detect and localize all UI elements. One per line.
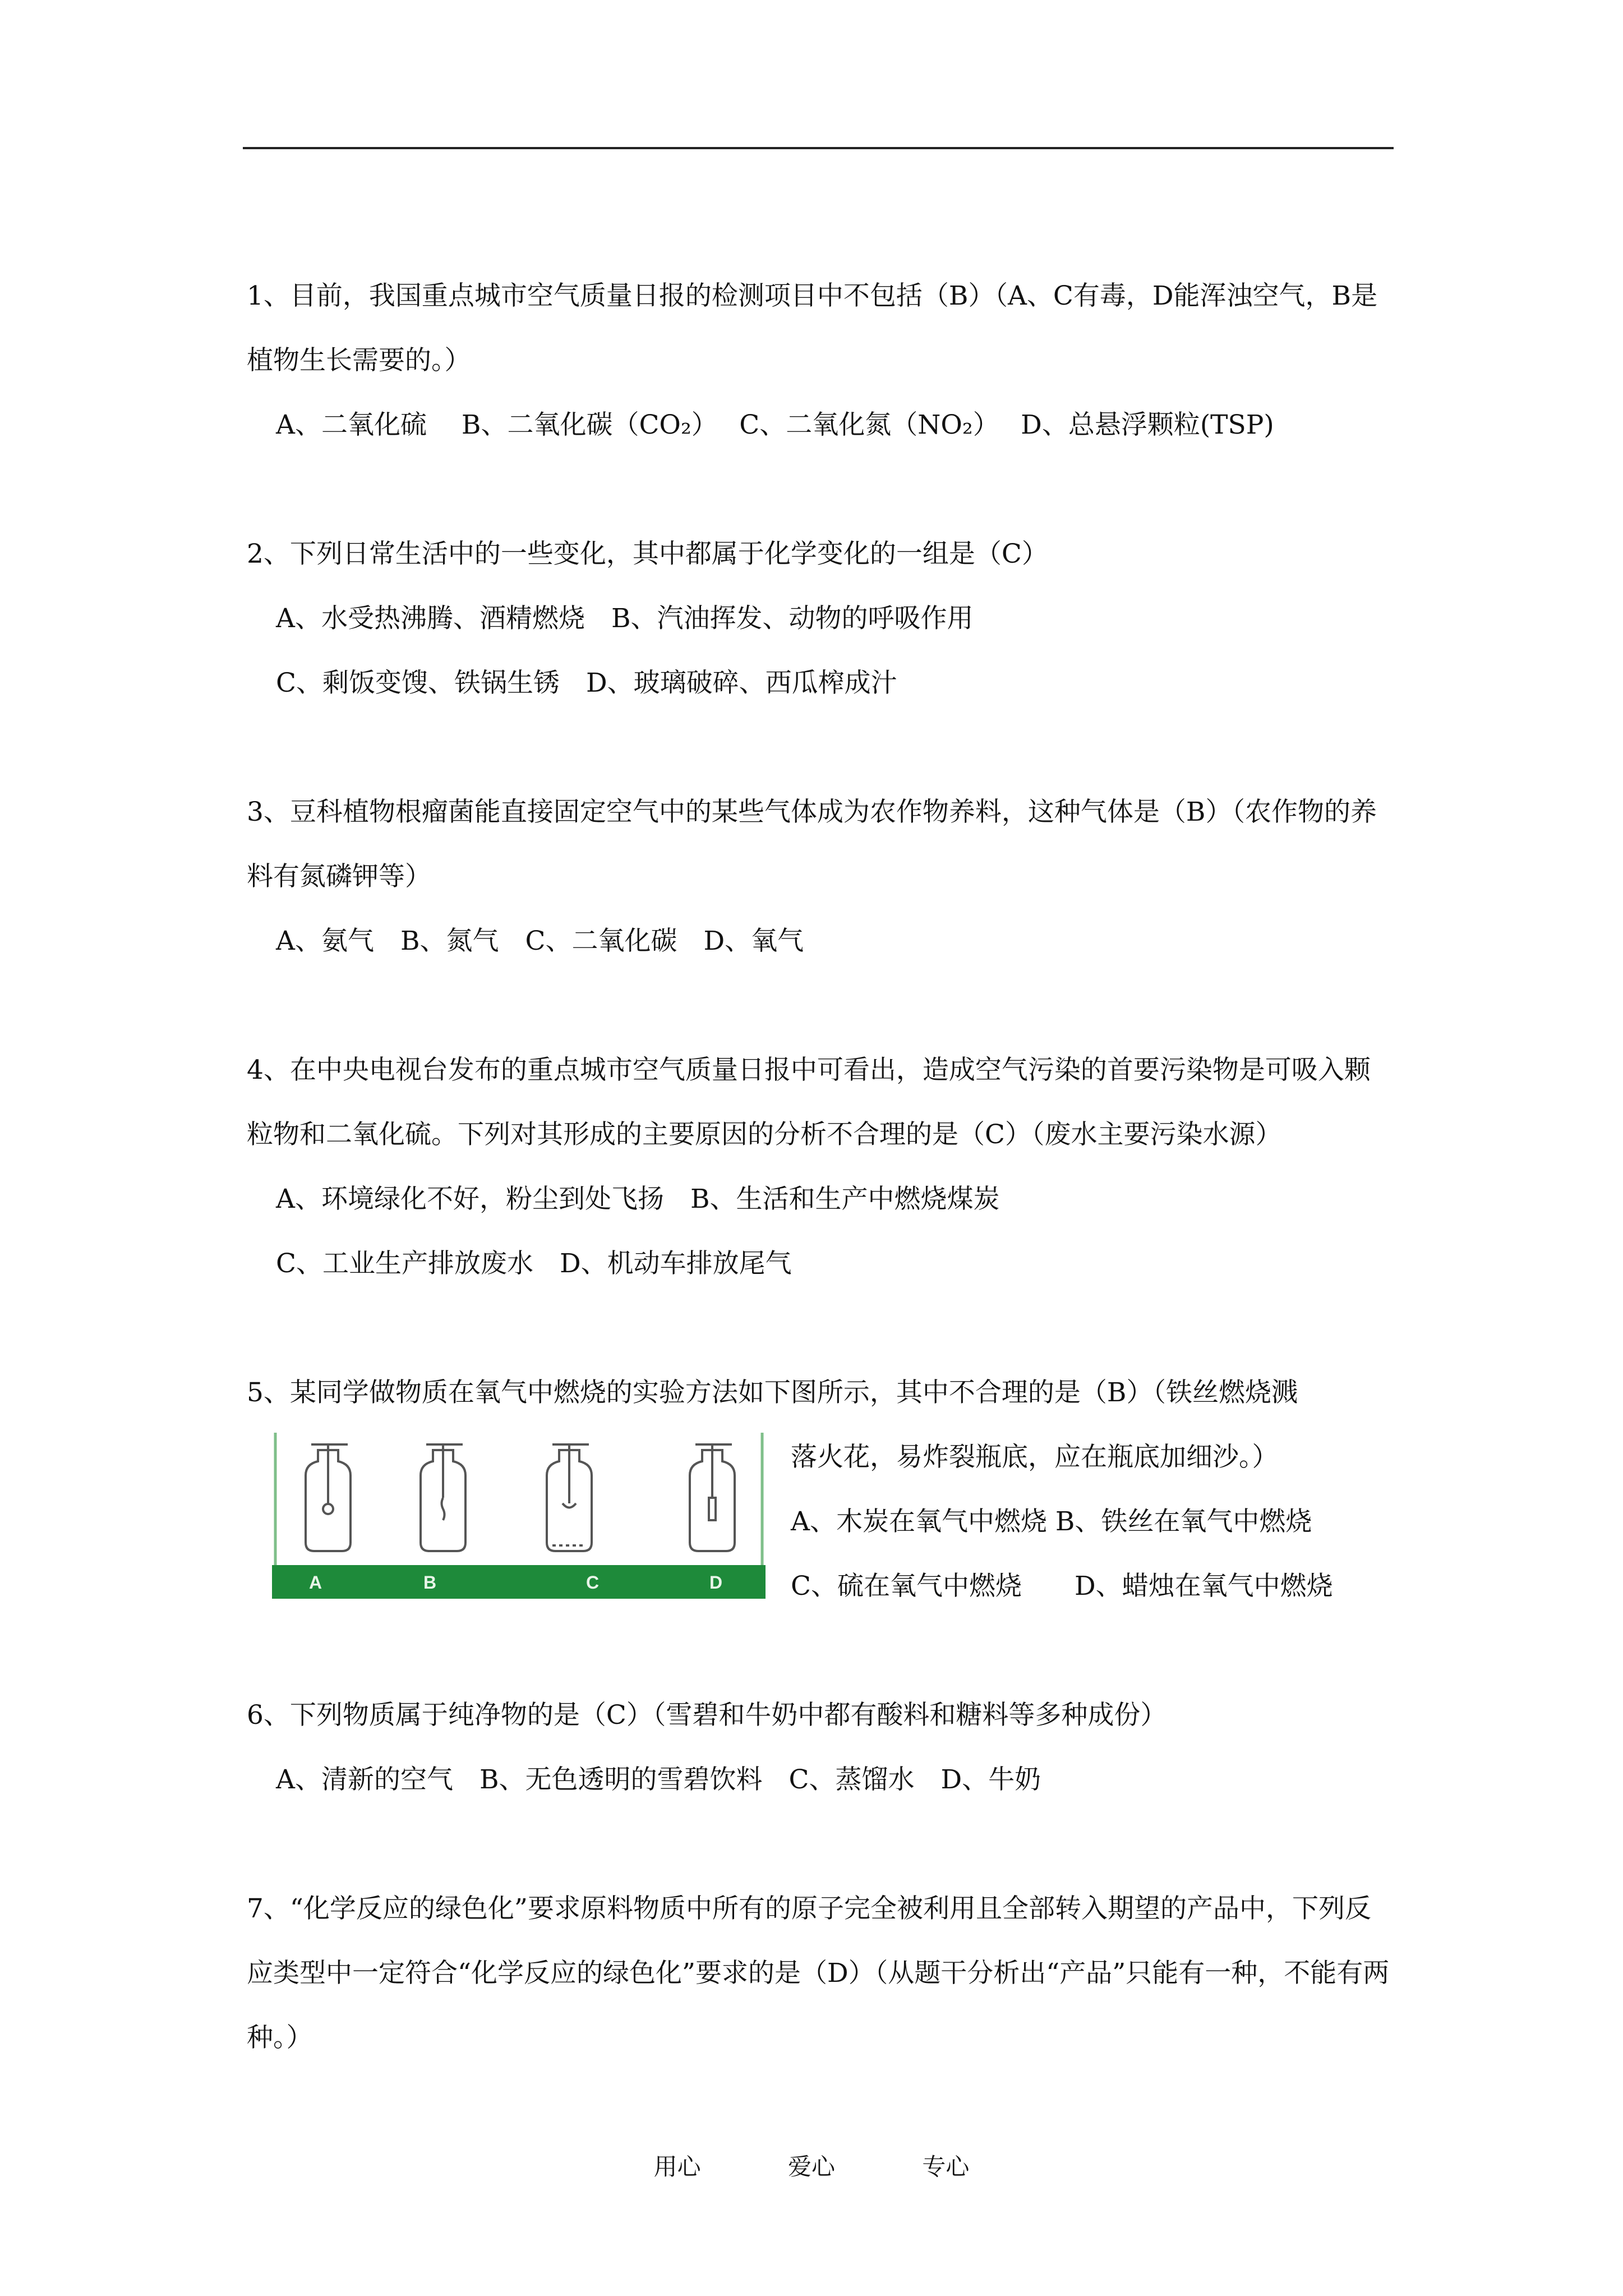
question-5-stem-continued: 落火花，易炸裂瓶底，应在瓶底加细沙。） [791, 1442, 1279, 1473]
question-5-options-line-1: A、木炭在氧气中燃烧 B、铁丝在氧气中燃烧 [791, 1506, 1312, 1537]
question-3-options: A、氨气 B、氮气 C、二氧化碳 D、氧气 [276, 926, 804, 956]
question-7-stem: 7、“化学反应的绿色化”要求原料物质中所有的原子完全被利用且全部转入期望的产品中，下列反应类型中一定符合“化学反应的绿色化”要求的是（D）（从题干分析出“产品”只能有一种，不能有两种。） [247, 1893, 1390, 2053]
q1-option-a: A、二氧化硫 [276, 409, 427, 440]
combustion-experiment-figure [272, 1430, 766, 1599]
footer-text-1: 用心 [653, 2153, 701, 2180]
q1-option-d: D、总悬浮颗粒(TSP) [1021, 409, 1274, 440]
question-5-right-text [791, 1425, 1402, 1618]
header-rule [243, 147, 1394, 149]
question-1-options [247, 393, 1396, 457]
question-6-stem: 6、下列物质属于纯净物的是（C）（雪碧和牛奶中都有酸料和糖料等多种成份） [247, 1700, 1167, 1731]
question-3-stem: 3、豆科植物根瘤菌能直接固定空气中的某些气体成为农作物养料，这种气体是（B）（农作物的养料有氮磷钾等） [247, 797, 1377, 892]
figure-label-bar [272, 1565, 766, 1599]
question-2-options-line-1: A、水受热沸腾、酒精燃烧 B、汽油挥发、动物的呼吸作用 [276, 603, 974, 634]
question-4-stem: 4、在中央电视台发布的重点城市空气质量日报中可看出，造成空气污染的首要污染物是可吸入颗粒物和二氧化硫。下列对其形成的主要原因的分析不合理的是（C）（废水主要污染水源） [247, 1055, 1371, 1150]
question-5-stem: 5、某同学做物质在氧气中燃烧的实验方法如下图所示，其中不合理的是（B）（铁丝燃烧溅 [247, 1377, 1298, 1408]
q1-option-c: C、二氧化氮（NO₂） [739, 409, 986, 440]
question-2-stem: 2、下列日常生活中的一些变化，其中都属于化学变化的一组是（C） [247, 539, 1048, 569]
figure-label-d: D [709, 1572, 723, 1593]
footer-text-2: 爱心 [787, 2153, 835, 2180]
figure-label-b: B [423, 1572, 437, 1593]
figure-label-a: A [309, 1572, 322, 1593]
footer-text-3: 专心 [922, 2153, 970, 2180]
question-4-options-line-1: A、环境绿化不好，粉尘到处飞扬 B、生活和生产中燃烧煤炭 [276, 1184, 1000, 1214]
question-2-options-line-2: C、剩饭变馊、铁锅生锈 D、玻璃破碎、西瓜榨成汁 [276, 668, 897, 698]
figure-label-c: C [586, 1572, 600, 1593]
question-5-options-line-2: C、硫在氧气中燃烧 D、蜡烛在氧气中燃烧 [791, 1571, 1333, 1602]
question-1-stem: 1、目前，我国重点城市空气质量日报的检测项目中不包括（B）（A、C有毒，D能浑浊空气，B是植物生长需要的。） [247, 280, 1378, 376]
page-footer [0, 2148, 1623, 2182]
q1-option-b: B、二氧化碳（CO₂） [461, 409, 705, 440]
question-5-figure-block [247, 1425, 1396, 1618]
question-6-options: A、清新的空气 B、无色透明的雪碧饮料 C、蒸馏水 D、牛奶 [276, 1764, 1041, 1795]
question-4-options-line-2: C、工业生产排放废水 D、机动车排放尾气 [276, 1248, 792, 1279]
document-body [247, 264, 1396, 2070]
